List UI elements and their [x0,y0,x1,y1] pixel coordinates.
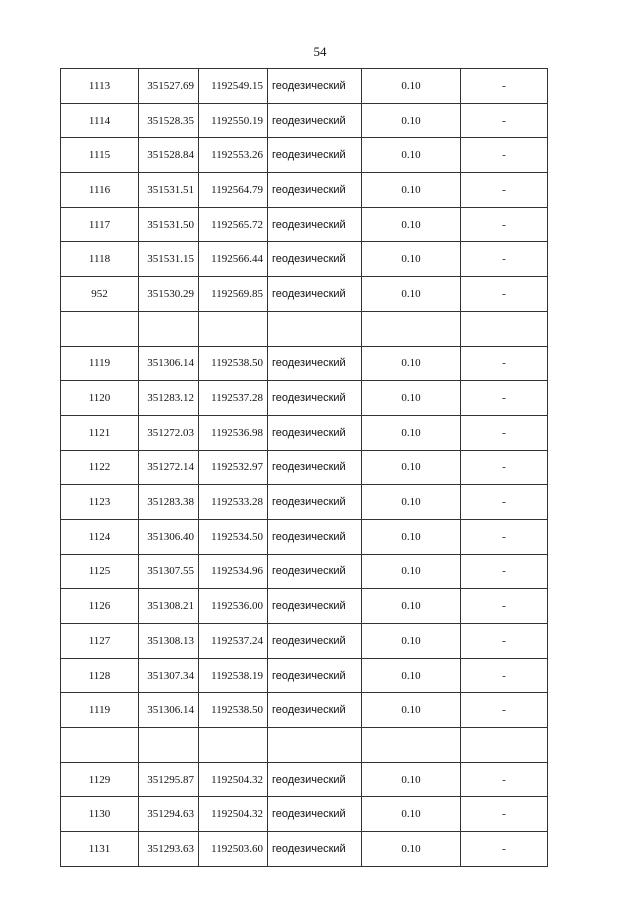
accuracy-cell: 0.10 [362,554,461,589]
y-coordinate-cell: 1192537.24 [199,624,268,659]
description-cell: - [461,589,548,624]
coordinates-table-body [61,69,548,867]
point-id-cell: 1128 [61,658,139,693]
y-coordinate-cell: 1192537.28 [199,381,268,416]
description-cell: - [461,69,548,104]
method-cell: геодезический [268,589,362,624]
y-coordinate-cell: 1192564.79 [199,173,268,208]
accuracy-cell: 0.10 [362,624,461,659]
point-id-cell: 1125 [61,554,139,589]
x-coordinate-cell: 351283.12 [139,381,199,416]
method-cell: геодезический [268,485,362,520]
point-id-cell: 952 [61,277,139,312]
accuracy-cell: 0.10 [362,832,461,867]
method-cell: геодезический [268,519,362,554]
y-coordinate-cell: 1192504.32 [199,797,268,832]
point-id-cell: 1129 [61,762,139,797]
accuracy-cell: 0.10 [362,485,461,520]
y-coordinate-cell [199,728,268,763]
y-coordinate-cell: 1192538.19 [199,658,268,693]
point-id-cell: 1119 [61,693,139,728]
table-row [61,69,548,104]
method-cell: геодезический [268,103,362,138]
point-id-cell: 1115 [61,138,139,173]
accuracy-cell: 0.10 [362,207,461,242]
accuracy-cell: 0.10 [362,381,461,416]
x-coordinate-cell: 351530.29 [139,277,199,312]
description-cell: - [461,658,548,693]
accuracy-cell: 0.10 [362,138,461,173]
coordinates-table [60,68,548,867]
accuracy-cell: 0.10 [362,762,461,797]
y-coordinate-cell: 1192534.96 [199,554,268,589]
table-row [61,415,548,450]
table-row [61,554,548,589]
point-id-cell: 1127 [61,624,139,659]
point-id-cell: 1116 [61,173,139,208]
description-cell: - [461,693,548,728]
description-cell: - [461,173,548,208]
accuracy-cell: 0.10 [362,519,461,554]
accuracy-cell: 0.10 [362,103,461,138]
method-cell: геодезический [268,346,362,381]
method-cell: геодезический [268,797,362,832]
method-cell: геодезический [268,554,362,589]
method-cell: геодезический [268,381,362,416]
point-id-cell: 1114 [61,103,139,138]
y-coordinate-cell: 1192534.50 [199,519,268,554]
table-row [61,728,548,763]
table-row [61,173,548,208]
table-row [61,207,548,242]
table-row [61,762,548,797]
y-coordinate-cell: 1192536.98 [199,415,268,450]
accuracy-cell [362,728,461,763]
method-cell: геодезический [268,693,362,728]
x-coordinate-cell: 351527.69 [139,69,199,104]
description-cell: - [461,832,548,867]
description-cell [461,728,548,763]
method-cell: геодезический [268,69,362,104]
x-coordinate-cell: 351307.34 [139,658,199,693]
method-cell: геодезический [268,242,362,277]
method-cell: геодезический [268,762,362,797]
x-coordinate-cell: 351295.87 [139,762,199,797]
point-id-cell: 1123 [61,485,139,520]
y-coordinate-cell: 1192532.97 [199,450,268,485]
x-coordinate-cell: 351531.51 [139,173,199,208]
accuracy-cell: 0.10 [362,277,461,312]
description-cell: - [461,103,548,138]
x-coordinate-cell: 351528.35 [139,103,199,138]
x-coordinate-cell: 351306.14 [139,346,199,381]
point-id-cell: 1120 [61,381,139,416]
point-id-cell: 1113 [61,69,139,104]
point-id-cell [61,311,139,346]
table-row [61,103,548,138]
accuracy-cell: 0.10 [362,589,461,624]
accuracy-cell: 0.10 [362,173,461,208]
y-coordinate-cell: 1192565.72 [199,207,268,242]
y-coordinate-cell: 1192503.60 [199,832,268,867]
description-cell: - [461,242,548,277]
method-cell: геодезический [268,624,362,659]
point-id-cell [61,728,139,763]
point-id-cell: 1131 [61,832,139,867]
table-row [61,346,548,381]
method-cell [268,728,362,763]
method-cell: геодезический [268,207,362,242]
method-cell: геодезический [268,658,362,693]
x-coordinate-cell: 351528.84 [139,138,199,173]
description-cell: - [461,519,548,554]
accuracy-cell: 0.10 [362,693,461,728]
accuracy-cell [362,311,461,346]
description-cell: - [461,762,548,797]
accuracy-cell: 0.10 [362,69,461,104]
point-id-cell: 1124 [61,519,139,554]
description-cell: - [461,207,548,242]
table-row [61,138,548,173]
y-coordinate-cell: 1192536.00 [199,589,268,624]
y-coordinate-cell: 1192549.15 [199,69,268,104]
table-row [61,589,548,624]
description-cell: - [461,485,548,520]
accuracy-cell: 0.10 [362,346,461,381]
table-row [61,485,548,520]
y-coordinate-cell: 1192538.50 [199,693,268,728]
point-id-cell: 1117 [61,207,139,242]
point-id-cell: 1118 [61,242,139,277]
method-cell [268,311,362,346]
point-id-cell: 1130 [61,797,139,832]
x-coordinate-cell: 351272.14 [139,450,199,485]
accuracy-cell: 0.10 [362,658,461,693]
description-cell: - [461,138,548,173]
y-coordinate-cell [199,311,268,346]
y-coordinate-cell: 1192553.26 [199,138,268,173]
table-row [61,519,548,554]
point-id-cell: 1119 [61,346,139,381]
x-coordinate-cell: 351293.63 [139,832,199,867]
accuracy-cell: 0.10 [362,242,461,277]
description-cell: - [461,450,548,485]
method-cell: геодезический [268,415,362,450]
accuracy-cell: 0.10 [362,415,461,450]
description-cell: - [461,797,548,832]
method-cell: геодезический [268,173,362,208]
y-coordinate-cell: 1192550.19 [199,103,268,138]
table-row [61,450,548,485]
x-coordinate-cell: 351531.15 [139,242,199,277]
description-cell: - [461,554,548,589]
x-coordinate-cell: 351306.14 [139,693,199,728]
method-cell: геодезический [268,277,362,312]
x-coordinate-cell: 351531.50 [139,207,199,242]
table-row [61,311,548,346]
table-row [61,242,548,277]
description-cell: - [461,381,548,416]
x-coordinate-cell: 351308.21 [139,589,199,624]
table-row [61,658,548,693]
x-coordinate-cell: 351307.55 [139,554,199,589]
x-coordinate-cell: 351283.38 [139,485,199,520]
description-cell: - [461,277,548,312]
y-coordinate-cell: 1192569.85 [199,277,268,312]
point-id-cell: 1121 [61,415,139,450]
accuracy-cell: 0.10 [362,797,461,832]
method-cell: геодезический [268,138,362,173]
table-row [61,624,548,659]
x-coordinate-cell: 351308.13 [139,624,199,659]
y-coordinate-cell: 1192504.32 [199,762,268,797]
accuracy-cell: 0.10 [362,450,461,485]
table-row [61,381,548,416]
table-row [61,693,548,728]
description-cell: - [461,346,548,381]
x-coordinate-cell: 351294.63 [139,797,199,832]
table-row [61,277,548,312]
point-id-cell: 1122 [61,450,139,485]
method-cell: геодезический [268,450,362,485]
y-coordinate-cell: 1192538.50 [199,346,268,381]
description-cell [461,311,548,346]
table-row [61,832,548,867]
x-coordinate-cell: 351306.40 [139,519,199,554]
page-number: 54 [313,44,327,59]
description-cell: - [461,415,548,450]
description-cell: - [461,624,548,659]
table-row [61,797,548,832]
x-coordinate-cell [139,728,199,763]
method-cell: геодезический [268,832,362,867]
y-coordinate-cell: 1192566.44 [199,242,268,277]
x-coordinate-cell [139,311,199,346]
x-coordinate-cell: 351272.03 [139,415,199,450]
y-coordinate-cell: 1192533.28 [199,485,268,520]
point-id-cell: 1126 [61,589,139,624]
